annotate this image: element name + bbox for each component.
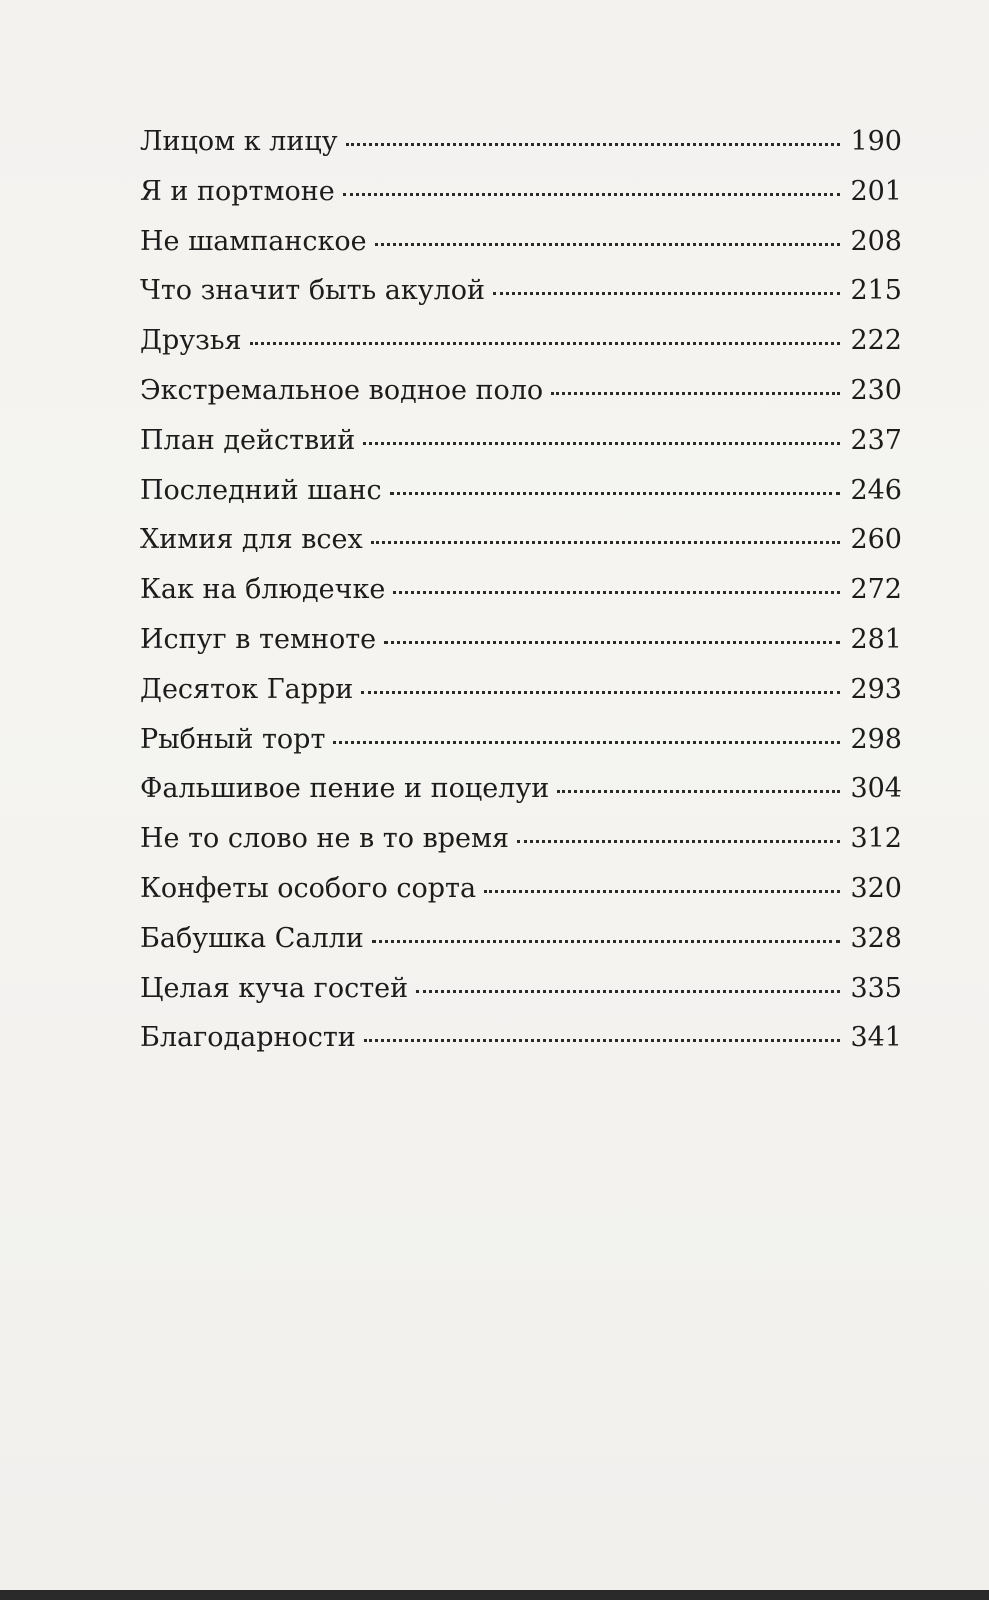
toc-entry [140,775,902,825]
toc-entry-title: Испуг в темноте [140,623,377,655]
toc-entry [140,225,902,278]
toc-entry-page: 230 [850,374,902,406]
toc-leader-dots [250,342,841,345]
toc-leader-dots [371,541,841,544]
toc-entry-page: 328 [850,922,902,954]
toc-entry-page: 312 [850,823,902,855]
toc-entry-title: Благодарности [140,1022,356,1054]
toc-entry-page: 293 [850,673,902,705]
toc-entry-title: Целая куча гостей [140,972,409,1004]
toc-entry-title: Бабушка Салли [140,922,364,954]
toc-entry-page: 341 [850,1022,902,1054]
toc-entry-title: Как на блюдечке [140,574,386,606]
toc-entry-page: 335 [850,972,902,1004]
toc-entry-title: Друзья [140,325,242,357]
toc-entry-page: 320 [850,872,902,904]
toc-leader-dots [517,840,840,843]
table-of-contents [140,128,902,1074]
toc-leader-dots [557,790,840,793]
toc-entry-title: Лицом к лицу [140,126,338,157]
toc-entry-title: Я и портмоне [140,175,335,207]
toc-entry-title: Последний шанс [140,474,382,506]
toc-leader-dots [363,442,840,445]
toc-entry-title: Не шампанское [140,225,367,257]
toc-entry-title: Рыбный торт [140,723,326,755]
toc-entry-page: 246 [850,474,902,506]
toc-entry-page: 201 [850,175,902,207]
toc-entry [140,673,902,726]
toc-entry-title: План действий [140,424,356,456]
toc-entry [140,277,902,327]
toc-entry-page: 208 [850,225,902,257]
toc-leader-dots [551,392,840,395]
toc-leader-dots [493,292,840,295]
toc-entry [140,972,902,1025]
toc-leader-dots [372,940,841,943]
toc-leader-dots [364,1039,841,1042]
toc-entry [140,623,902,676]
toc-entry [140,723,902,776]
toc-entry-page: 215 [850,275,902,307]
toc-entry-page: 281 [850,623,902,655]
toc-leader-dots [346,143,841,146]
toc-entry [140,374,902,427]
toc-entry [140,128,902,178]
toc-entry-page: 190 [850,126,902,157]
toc-entry-title: Химия для всех [140,524,363,556]
toc-entry [140,825,902,875]
toc-entry-page: 298 [850,723,902,755]
toc-entry-title: Конфеты особого сорта [140,872,477,904]
toc-entry-title: Фальшивое пение и поцелуи [140,773,550,805]
toc-leader-dots [361,691,840,694]
page-bottom-edge [0,1590,989,1600]
toc-entry [140,872,902,925]
toc-entry [140,576,902,626]
toc-leader-dots [333,741,840,744]
toc-leader-dots [484,890,840,893]
toc-entry-title: Не то слово не в то время [140,823,510,855]
toc-entry-title: Что значит быть акулой [140,275,486,307]
toc-leader-dots [390,492,841,495]
toc-leader-dots [343,193,841,196]
toc-entry [140,1024,902,1074]
toc-entry [140,327,902,377]
toc-entry-page: 222 [850,325,902,357]
toc-entry-page: 237 [850,424,902,456]
toc-entry-page: 260 [850,524,902,556]
toc-entry-page: 272 [850,574,902,606]
toc-leader-dots [375,243,841,246]
toc-entry-page: 304 [850,773,902,805]
toc-leader-dots [416,990,840,993]
toc-entry-title: Десяток Гарри [140,673,354,705]
toc-entry-title: Экстремальное водное поло [140,374,544,406]
toc-leader-dots [384,641,840,644]
toc-entry [140,474,902,527]
toc-entry [140,526,902,576]
toc-entry [140,175,902,228]
toc-leader-dots [393,591,840,594]
toc-entry [140,922,902,975]
toc-entry [140,424,902,477]
